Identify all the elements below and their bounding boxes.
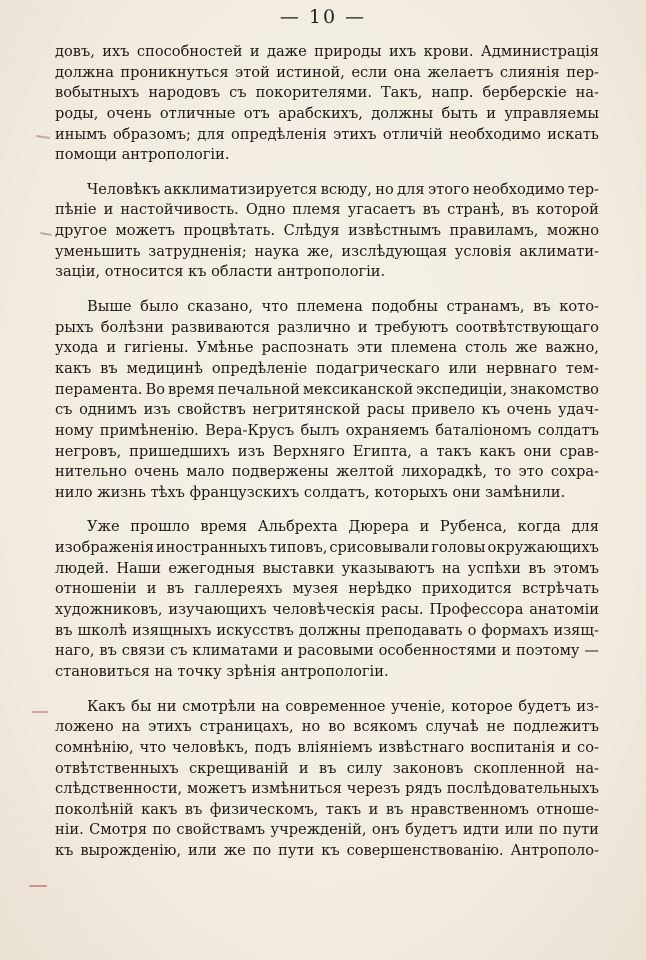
text-line: нительно очень мало подвержены желтой лихорадкѣ, то это сохра- (55, 463, 599, 481)
text-line: должна проникнуться этой истиной, если она желаетъ слиянія пер- (55, 63, 599, 81)
paragraph-gap (55, 166, 599, 180)
body-text (55, 42, 599, 862)
text-line: уменьшить затрудненія; наука же, изслѣдующая условія аклимати- (55, 242, 599, 260)
text-line: какъ въ медицинѣ опредѣленіе подагрическаго или нервнаго тем- (55, 359, 599, 377)
margin-mark (40, 232, 52, 236)
page-number: — 10 — (279, 6, 367, 28)
paragraph (55, 297, 599, 503)
text-line: перамента. Во время печальной мексиканской экспедиціи, знакомство (55, 380, 599, 398)
text-line: становиться на точку зрѣнія антропологіи. (55, 662, 389, 680)
text-line: слѣдственности, можетъ измѣниться черезъ рядъ послѣдовательныхъ (55, 780, 599, 798)
paragraph (55, 517, 599, 682)
text-line: роды, очень отличные отъ арабскихъ, должны быть и управляемы (55, 104, 599, 122)
text-line: Человѣкъ акклиматизируется всюду, но для этого необходимо тер- (87, 180, 599, 198)
margin-mark (32, 711, 48, 713)
text-line: заціи, относится къ области антропологіи. (55, 263, 386, 281)
text-line: отвѣтственныхъ скрещиваній и въ силу законовъ скопленной на- (55, 759, 599, 777)
margin-mark (29, 885, 47, 887)
paragraph (55, 42, 599, 166)
text-line: нило жизнь тѣхъ французскихъ солдатъ, которыхъ они замѣнили. (55, 483, 566, 501)
margin-mark (36, 135, 50, 139)
text-line: ніи. Смотря по свойствамъ учрежденій, онъ будетъ идти или по пути (55, 821, 599, 839)
text-line: наго, въ связи съ климатами и расовыми особенностями и поэтому — (55, 642, 599, 660)
text-line: къ вырожденію, или же по пути къ совершенствованію. Антрополо- (55, 842, 599, 860)
text-line: Выше было сказано, что племена подобны странамъ, въ кото- (87, 298, 599, 316)
text-line: инымъ образомъ; для опредѣленія этихъ отличій необходимо искать (55, 125, 599, 143)
paragraph (55, 697, 599, 862)
text-line: ложено на этихъ страницахъ, но во всякомъ случаѣ не подлежитъ (55, 718, 599, 736)
text-line: ному примѣненію. Вера-Крусъ былъ охраняемъ баталіономъ солдатъ (55, 421, 599, 439)
text-line: художниковъ, изучающихъ человѣческія расы. Профессора анатоміи (55, 601, 599, 619)
paragraph-gap (55, 283, 599, 297)
text-line: Уже прошло время Альбрехта Дюрера и Рубенса, когда для (87, 518, 599, 536)
text-line: негровъ, пришедшихъ изъ Верхняго Египта, а такъ какъ они срав- (55, 442, 599, 460)
text-line: пѣніе и настойчивость. Одно племя угасаетъ въ странѣ, въ которой (55, 201, 599, 219)
paragraph-gap (55, 503, 599, 517)
text-line: рыхъ болѣзни развиваются различно и требуютъ соотвѣтствующаго (55, 318, 599, 336)
text-line: другое можетъ процвѣтать. Слѣдуя извѣстнымъ правиламъ, можно (55, 222, 599, 240)
text-line: съ однимъ изъ свойствъ негритянской расы привело къ очень удач- (55, 401, 599, 419)
text-line: ухода и гигіены. Умѣнье распознать эти племена столь же важно, (55, 339, 599, 357)
text-line: поколѣній какъ въ физическомъ, такъ и въ нравственномъ отноше- (55, 800, 599, 818)
paragraph-gap (55, 683, 599, 697)
text-line: довъ, ихъ способностей и даже природы ихъ крови. Администрація (55, 43, 599, 60)
text-line: въ школѣ изящныхъ искусствъ должны преподавать о формахъ изящ- (55, 621, 599, 639)
text-line: изображенія иностранныхъ типовъ, срисовывали головы окружающихъ (55, 539, 599, 557)
text-line: вобытныхъ народовъ съ покорителями. Такъ, напр. берберскіе на- (55, 84, 599, 102)
text-line: сомнѣнію, что человѣкъ, подъ вліяніемъ извѣстнаго воспитанія и со- (55, 738, 599, 756)
text-line: отношеніи и въ галлереяхъ музея нерѣдко приходится встрѣчать (55, 580, 599, 598)
text-line: людей. Наши ежегодныя выставки указываютъ на успѣхи въ этомъ (55, 559, 599, 577)
text-line: помощи антропологіи. (55, 146, 230, 164)
text-line: Какъ бы ни смотрѣли на современное ученіе, которое будетъ из- (87, 697, 599, 715)
paragraph (55, 180, 599, 283)
